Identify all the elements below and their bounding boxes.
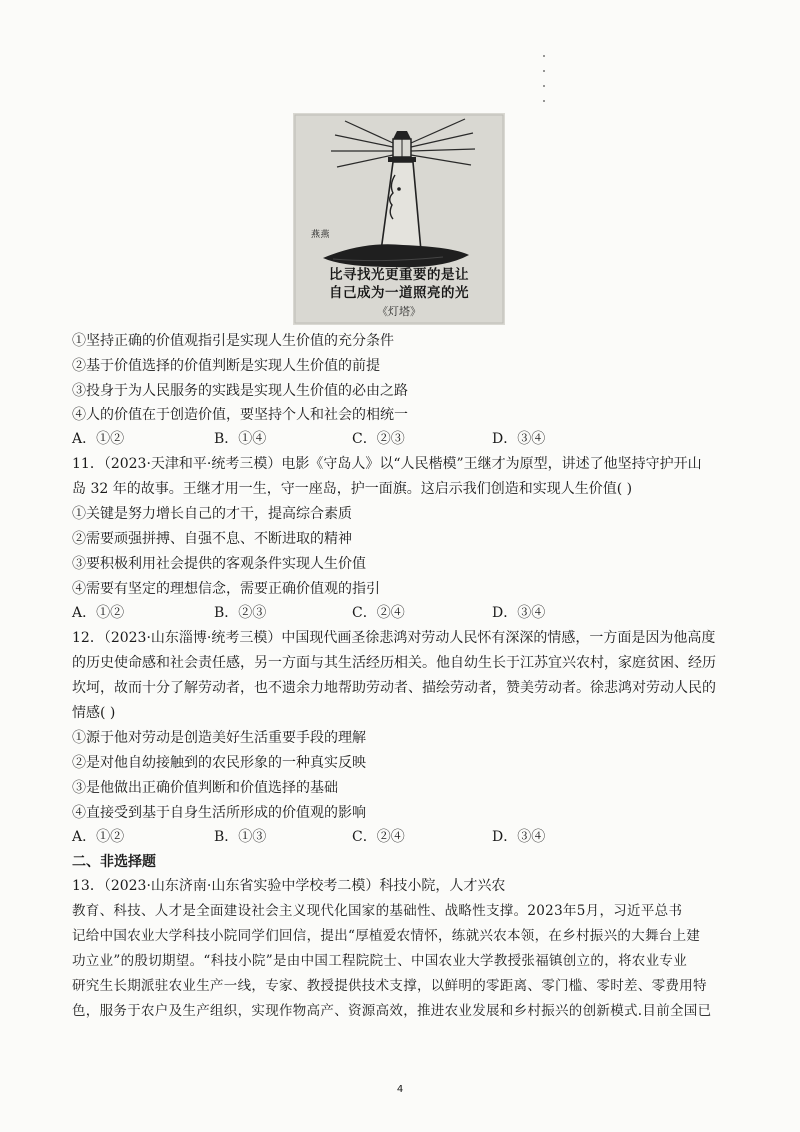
artist-signature: 燕燕: [311, 230, 331, 240]
q11-statement-4: ④需要有坚定的理想信念，需要正确价值观的指引: [72, 581, 380, 597]
q13-material-line1: 教育、科技、人才是全面建设社会主义现代化国家的基础性、战略性支撑。2023年5月，习近平总书: [72, 903, 683, 919]
q13-material-line3: 功立业”的殷切期望。“科技小院”是由中国工程院院士、中国农业大学教授张福镇创立的，将农业专业: [72, 953, 688, 969]
q13-stem: 13．（2023·山东济南·山东省实验中学校考二模）科技小院，人才兴农: [72, 878, 506, 894]
page-number: 4: [396, 1084, 404, 1095]
margin-dots: [543, 55, 547, 115]
q11-option-b[interactable]: B．②③: [214, 605, 267, 621]
q10-statement-2: ②基于价值选择的价值判断是实现人生价值的前提: [72, 358, 380, 374]
figure-caption-line2: 自己成为一道照亮的光: [329, 285, 469, 301]
q12-option-c[interactable]: C．②④: [352, 829, 405, 845]
q10-statement-4: ④人的价值在于创造价值，要坚持个人和社会的相统一: [72, 407, 408, 423]
q10-option-b[interactable]: B．①④: [214, 431, 267, 447]
q12-statement-4: ④直接受到基于自身生活所形成的价值观的影响: [72, 805, 366, 821]
q10-options: [72, 429, 732, 449]
q11-options: [72, 603, 732, 623]
q11-statement-3: ③要积极利用社会提供的客观条件实现人生价值: [72, 556, 366, 572]
q12-option-b[interactable]: B．①③: [214, 829, 267, 845]
q10-statement-1: ①坚持正确的价值观指引是实现人生价值的充分条件: [72, 333, 394, 349]
q12-stem-line1: 12．（2023·山东淄博·统考三模）中国现代画圣徐悲鸿对劳动人民怀有深深的情感，一方面是因为他高度: [72, 630, 716, 646]
q10-option-c[interactable]: C．②③: [352, 431, 405, 447]
q10-option-a[interactable]: A．①②: [72, 431, 125, 447]
q11-stem-line2: 岛 32 年的故事。王继才用一生，守一座岛，护一面旗。这启示我们创造和实现人生价值( ): [72, 481, 633, 497]
q10-statement-3: ③投身于为人民服务的实践是实现人生价值的必由之路: [72, 383, 408, 399]
q11-option-a[interactable]: A．①②: [72, 605, 125, 621]
q11-statement-1: ①关键是努力增长自己的才干，提高综合素质: [72, 506, 352, 522]
q12-stem-line4: 情感( ): [72, 705, 116, 721]
q11-statement-2: ②需要顽强拼搏、自强不息、不断进取的精神: [72, 531, 352, 547]
lighthouse-figure: [293, 113, 505, 325]
q12-option-a[interactable]: A．①②: [72, 829, 125, 845]
q11-option-d[interactable]: D．③④: [492, 605, 546, 621]
q12-statement-2: ②是对他自幼接触到的农民形象的一种真实反映: [72, 755, 366, 771]
q11-option-c[interactable]: C．②④: [352, 605, 405, 621]
q13-material-line2: 记给中国农业大学科技小院同学们回信，提出“厚植爱农情怀，练就兴农本领，在乡村振兴的大舞台上建: [72, 928, 701, 944]
q12-statement-1: ①源于他对劳动是创造美好生活重要手段的理解: [72, 730, 366, 746]
q12-stem-line2: 的历史使命感和社会责任感，另一方面与其生活经历相关。他自幼生长于江苏宜兴农村，家庭贫困、经历: [72, 655, 716, 671]
q12-option-d[interactable]: D．③④: [492, 829, 546, 845]
q11-stem-line1: 11．（2023·天津和平·统考三模）电影《守岛人》以“人民楷模”王继才为原型，讲述了他坚持守护开山: [72, 456, 702, 472]
q13-material-line4: 研究生长期派驻农业生产一线，专家、教授提供技术支撑，以鲜明的零距离、零门槛、零时差、零费用特: [72, 978, 707, 994]
figure-caption-line1: 比寻找光更重要的是让: [329, 267, 469, 283]
q12-statement-3: ③是他做出正确价值判断和价值选择的基础: [72, 780, 338, 796]
q13-material-line5: 色，服务于农户及生产组织，实现作物高产、资源高效，推进农业发展和乡村振兴的创新模式.目前全国已: [72, 1003, 712, 1019]
figure-title: 《灯塔》: [377, 305, 421, 318]
section-title: 二、非选择题: [72, 854, 156, 870]
q10-option-d[interactable]: D．③④: [492, 431, 546, 447]
q12-options: [72, 827, 732, 847]
q12-stem-line3: 坎坷，故而十分了解劳动者，也不遗余力地帮助劳动者、描绘劳动者，赞美劳动者。徐悲鸿对劳动人民的: [72, 680, 716, 696]
